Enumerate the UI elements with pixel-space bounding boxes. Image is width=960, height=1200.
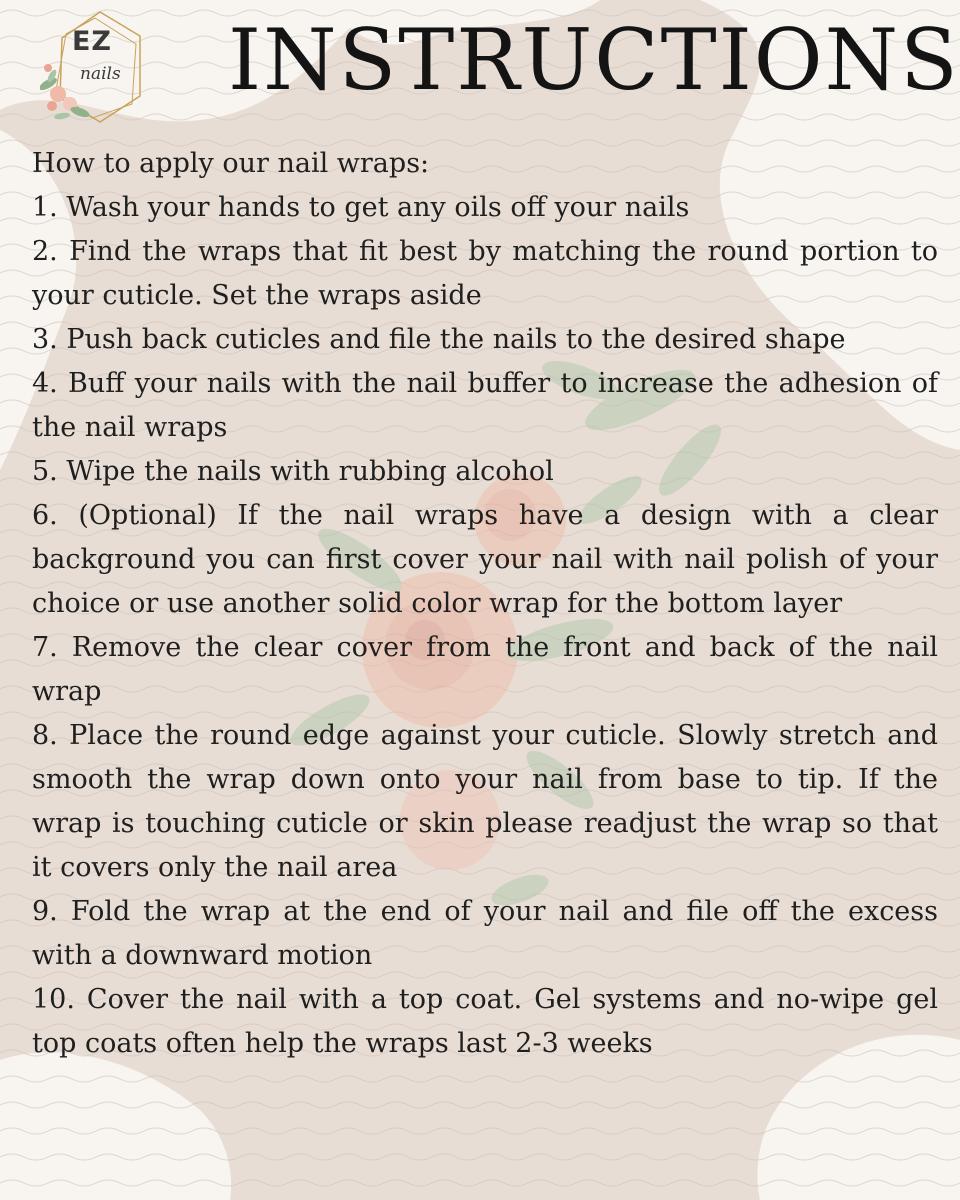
intro-text: How to apply our nail wraps: [32, 148, 430, 179]
step-item: 10. Cover the nail with a top coat. Gel systems and no-wipe gel top coats often help the wraps last 2-3 weeks [32, 984, 938, 1059]
step-item: 8. Place the round edge against your cuticle. Slowly stretch and smooth the wrap down onto your nail from base to tip. If the wrap is touching cuticle or skin please readjust the wrap so that it covers only the nail area [32, 720, 938, 883]
logo-text-ez: EZ [71, 26, 113, 57]
step-item: 6. (Optional) If the nail wraps have a design with a clear background you can first cover your nail with nail polish of your choice or use another solid color wrap for the bottom layer [32, 500, 938, 619]
step-item: 4. Buff your nails with the nail buffer to increase the adhesion of the nail wraps [32, 368, 938, 443]
step-item: 1. Wash your hands to get any oils off your nails [32, 192, 690, 223]
page-title: INSTRUCTIONS [228, 11, 960, 109]
step-item: 9. Fold the wrap at the end of your nail and file off the excess with a downward motion [32, 896, 938, 971]
step-item: 3. Push back cuticles and file the nails to the desired shape [32, 324, 846, 355]
instructions-body [32, 142, 938, 1066]
step-item: 7. Remove the clear cover from the front and back of the nail wrap [32, 632, 938, 707]
steps-list [32, 186, 938, 1066]
step-item: 5. Wipe the nails with rubbing alcohol [32, 456, 554, 487]
step-item: 2. Find the wraps that fit best by matching the round portion to your cuticle. Set the wraps aside [32, 236, 938, 311]
logo-text-nails: nails [80, 64, 121, 84]
